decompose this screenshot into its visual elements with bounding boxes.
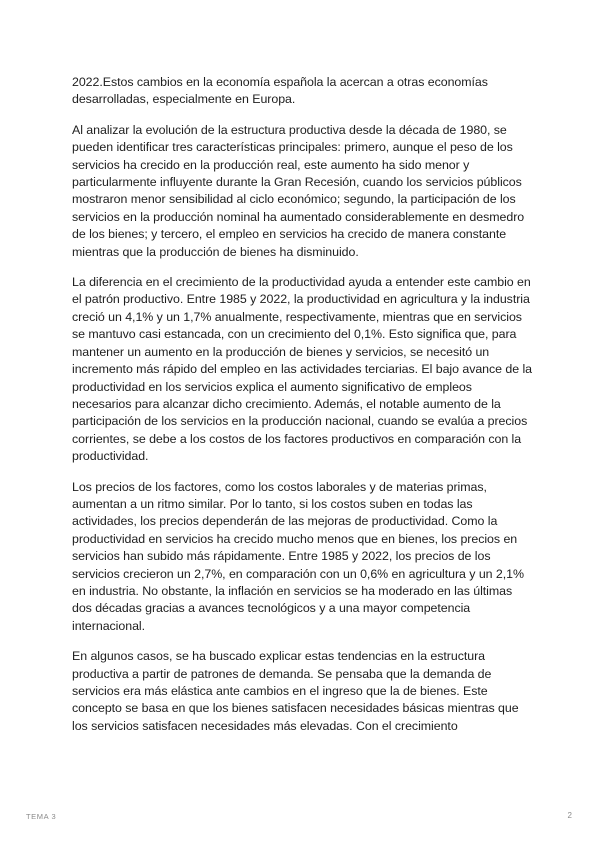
paragraph-3: La diferencia en el crecimiento de la productividad ayuda a entender este cambio en el patrón productivo. Entre 1985 y 2022, la productividad en agricultura y la industria creció un 4,1% y un 1,7% anualmente, respectivamente, mientras que en servicios se mantuvo casi estancada, con un crecimiento del 0,1%. Esto significa que, para mantener un aumento en la producción de bienes y servicios, se necesitó un incremento más rápido del empleo en las actividades terciarias. El bajo avance de la productividad en los servicios explica el aumento significativo de empleos necesarios para alcanzar dicho crecimiento. Además, el notable aumento de la participación de los servicios en la producción nacional, cuando se evalúa a precios corrientes, se debe a los costos de los factores productivos en comparación con la productividad.: [72, 275, 533, 464]
paragraph-4: Los precios de los factores, como los costos laborales y de materias primas, aumentan a un ritmo similar. Por lo tanto, si los costos suben en todas las actividades, los precios dependerán de las mejoras de productividad. Como la productividad en servicios ha crecido mucho menos que en bienes, los precios en servicios han subido más rápidamente. Entre 1985 y 2022, los precios de los servicios crecieron un 2,7%, en comparación con un 0,6% en agricultura y un 2,1% en industria. No obstante, la inflación en servicios se ha moderado en las últimas dos décadas gracias a avances tecnológicos y a una mayor competencia internacional.: [72, 479, 524, 633]
paragraph-5: En algunos casos, se ha buscado explicar estas tendencias en la estructura productiva a partir de patrones de demanda. Se pensaba que la demanda de servicios era más elástica ante cambios en el ingreso que la de bienes. Este concepto se basa en que los bienes satisfacen necesidades básicas mientras que los servicios satisfacen necesidades más elevadas. Con el crecimiento: [72, 649, 519, 733]
footer-page-number: 2: [567, 811, 572, 820]
footer-section-label: TEMA 3: [26, 812, 57, 821]
paragraph-2: Al analizar la evolución de la estructura productiva desde la década de 1980, se pueden identificar tres características principales: primero, aunque el peso de los servicios ha crecido en la producción real, este aumento ha sido menor y particularmente influyente durante la Gran Recesión, cuando los servicios públicos mostraron menor sensibilidad al ciclo económico; segundo, la participación de los servicios en la producción nominal ha aumentado considerablemente en desmedro de los bienes; y tercero, el empleo en servicios ha crecido de manera constante mientras que la producción de bienes ha disminuido.: [72, 122, 525, 259]
paragraph-1: 2022.Estos cambios en la economía española la acercan a otras economías desarrolladas, especialmente en Europa.: [72, 75, 488, 107]
document-body: [72, 74, 532, 748]
